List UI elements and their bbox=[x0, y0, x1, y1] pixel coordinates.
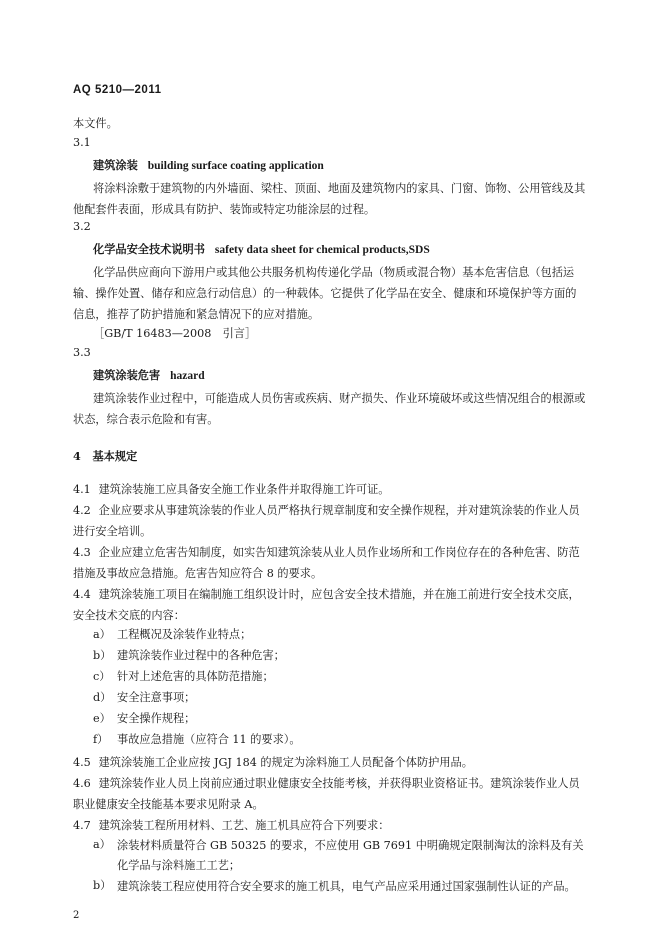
clause-4-7-number: 4.7 bbox=[73, 819, 91, 832]
clause-4-3 bbox=[73, 542, 586, 584]
list-text: 事故应急措施（应符合 11 的要求）。 bbox=[117, 733, 301, 746]
page-number: 2 bbox=[73, 910, 80, 921]
term-3-1-cn: 建筑涂装 bbox=[93, 158, 138, 172]
clause-4-6-text: 建筑涂装作业人员上岗前应通过职业健康安全技能考核，并获得职业资格证书。建筑涂装作业人员职业健康安全技能基本要求见附录 A。 bbox=[73, 777, 580, 811]
list-text: 建筑涂装作业过程中的各种危害； bbox=[117, 649, 285, 662]
clause-4-2-number: 4.2 bbox=[73, 504, 91, 517]
clause-4-6 bbox=[73, 773, 586, 815]
section-4-heading bbox=[73, 448, 137, 464]
term-3-3-definition: 建筑涂装作业过程中，可能造成人员伤害或疾病、财产损失、作业环境破坏或这些情况组合的根源或状态，综合表示危险和有害。 bbox=[73, 392, 586, 426]
term-3-2-en: safety data sheet for chemical products,SDS bbox=[214, 244, 430, 256]
term-3-1-number: 3.1 bbox=[73, 136, 91, 149]
list-marker: a） bbox=[93, 628, 111, 641]
list-marker: b） bbox=[93, 649, 112, 662]
clause-4-1-number: 4.1 bbox=[73, 483, 91, 496]
clause-4-3-number: 4.3 bbox=[73, 546, 91, 559]
term-3-2-heading bbox=[93, 241, 430, 257]
list-item bbox=[93, 668, 274, 684]
list-text: 建筑涂装工程应使用符合安全要求的施工机具，电气产品应采用通过国家强制性认证的产品。 bbox=[117, 880, 576, 893]
list-item bbox=[93, 710, 195, 726]
term-3-2-cn: 化学品安全技术说明书 bbox=[93, 242, 205, 256]
term-3-3-cn: 建筑涂装危害 bbox=[93, 368, 161, 382]
clause-4-2-text: 企业应要求从事建筑涂装的作业人员严格执行规章制度和安全操作规程，并对建筑涂装的作业人员进行安全培训。 bbox=[73, 504, 580, 538]
list-text: 涂装材料质量符合 GB 50325 的要求，不应使用 GB 7691 中明确规定限制淘汰的涂料及有关化学品与涂料施工工艺； bbox=[117, 839, 584, 872]
clause-4-3-text: 企业应建立危害告知制度，如实告知建筑涂装从业人员作业场所和工作岗位存在的各种危害、防范措施及事故应急措施。危害告知应符合 8 的要求。 bbox=[73, 546, 580, 580]
term-3-2-number: 3.2 bbox=[73, 220, 91, 233]
term-3-3-heading bbox=[93, 367, 205, 383]
list-text: 安全操作规程； bbox=[117, 712, 196, 725]
clause-4-1 bbox=[73, 479, 586, 500]
term-3-1-definition: 将涂料涂敷于建筑物的内外墙面、梁柱、顶面、地面及建筑物内的家具、门窗、饰物、公用管线及其他配套件表面，形成具有防护、装饰或特定功能涂层的过程。 bbox=[73, 182, 586, 216]
document-code: AQ 5210—2011 bbox=[73, 84, 162, 96]
list-marker: a） bbox=[93, 838, 111, 851]
continuation-text: 本文件。 bbox=[73, 117, 118, 130]
clause-4-5-number: 4.5 bbox=[73, 756, 91, 769]
section-4-number: 4 bbox=[73, 449, 81, 463]
list-marker: f） bbox=[93, 733, 109, 746]
term-3-1-heading bbox=[93, 157, 324, 173]
section-4-title: 基本规定 bbox=[92, 449, 138, 463]
term-3-2-reference: ［GB/T 16483—2008 引言］ bbox=[93, 327, 257, 340]
list-text: 安全注意事项； bbox=[117, 691, 196, 704]
list-item bbox=[93, 626, 251, 642]
list-item bbox=[93, 731, 301, 747]
term-3-1-en: building surface coating application bbox=[147, 160, 324, 172]
clause-4-4-text: 建筑涂装施工项目在编制施工组织设计时，应包含安全技术措施，并在施工前进行安全技术交底，安全技术交底的内容： bbox=[73, 588, 580, 622]
clause-4-5 bbox=[73, 752, 586, 773]
list-marker: c） bbox=[93, 670, 111, 683]
list-marker: e） bbox=[93, 712, 111, 725]
clause-4-2 bbox=[73, 500, 586, 542]
list-item bbox=[93, 689, 195, 705]
term-3-3-en: hazard bbox=[170, 370, 205, 382]
clause-4-1-text: 建筑涂装施工应具备安全施工作业条件并取得施工许可证。 bbox=[98, 483, 390, 496]
clause-4-4 bbox=[73, 584, 586, 626]
term-3-2-definition: 化学品供应商向下游用户或其他公共服务机构传递化学品（物质或混合物）基本危害信息（包括运输、操作处置、储存和应急行动信息）的一种载体。它提供了化学品在安全、健康和环境保护等方面的信息，推荐了防护措施和紧急情况下的应对措施。 bbox=[73, 266, 577, 321]
list-item bbox=[93, 647, 285, 663]
clause-4-5-text: 建筑涂装施工企业应按 JGJ 184 的规定为涂料施工人员配备个体防护用品。 bbox=[98, 756, 473, 769]
list-text: 工程概况及涂装作业特点； bbox=[117, 628, 252, 641]
clause-4-7 bbox=[73, 815, 586, 836]
clause-4-7-text: 建筑涂装工程所用材料、工艺、施工机具应符合下列要求： bbox=[98, 819, 390, 832]
list-text: 针对上述危害的具体防范措施； bbox=[117, 670, 274, 683]
term-3-3-number: 3.3 bbox=[73, 346, 91, 359]
clause-4-4-number: 4.4 bbox=[73, 588, 91, 601]
list-marker: b） bbox=[93, 879, 112, 892]
list-marker: d） bbox=[93, 691, 112, 704]
clause-4-6-number: 4.6 bbox=[73, 777, 91, 790]
